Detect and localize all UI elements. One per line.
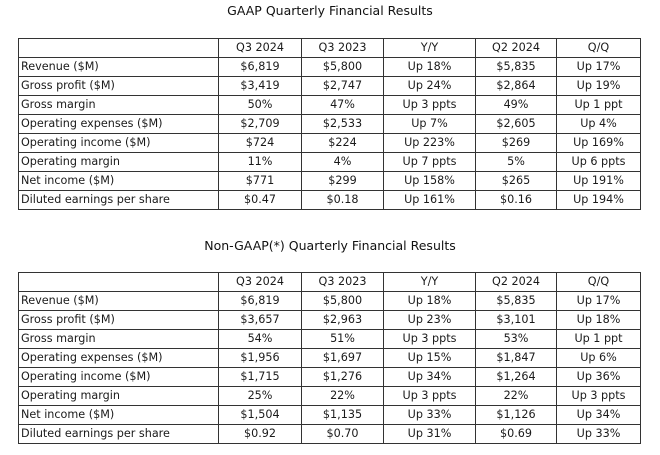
row-label-cell: Operating expenses ($M) bbox=[19, 115, 219, 134]
value-cell: Up 4% bbox=[557, 115, 641, 134]
value-cell: $2,605 bbox=[476, 115, 557, 134]
header-cell: Q/Q bbox=[557, 273, 641, 292]
gaap-table-title: GAAP Quarterly Financial Results bbox=[227, 3, 433, 18]
row-label-cell: Gross profit ($M) bbox=[19, 311, 219, 330]
table-row bbox=[19, 172, 641, 191]
header-row bbox=[19, 273, 641, 292]
value-cell: $1,264 bbox=[476, 368, 557, 387]
table-row bbox=[19, 58, 641, 77]
value-cell: $2,709 bbox=[219, 115, 302, 134]
value-cell: $5,800 bbox=[302, 292, 384, 311]
nongaap-table-header bbox=[19, 273, 641, 292]
value-cell: $2,747 bbox=[302, 77, 384, 96]
header-cell: Q3 2023 bbox=[302, 273, 384, 292]
value-cell: 22% bbox=[476, 387, 557, 406]
value-cell: Up 1 ppt bbox=[557, 96, 641, 115]
value-cell: $0.47 bbox=[219, 191, 302, 210]
value-cell: $1,697 bbox=[302, 349, 384, 368]
row-label-cell: Gross margin bbox=[19, 96, 219, 115]
row-label-cell: Operating margin bbox=[19, 153, 219, 172]
value-cell: $0.70 bbox=[302, 425, 384, 444]
header-cell: Q/Q bbox=[557, 39, 641, 58]
value-cell: $3,657 bbox=[219, 311, 302, 330]
table-row bbox=[19, 368, 641, 387]
value-cell: $5,800 bbox=[302, 58, 384, 77]
table-row bbox=[19, 292, 641, 311]
header-cell: Q3 2023 bbox=[302, 39, 384, 58]
value-cell: $265 bbox=[476, 172, 557, 191]
row-label-cell: Gross margin bbox=[19, 330, 219, 349]
value-cell: Up 3 ppts bbox=[384, 96, 476, 115]
table-row bbox=[19, 134, 641, 153]
value-cell: Up 17% bbox=[557, 58, 641, 77]
value-cell: $1,715 bbox=[219, 368, 302, 387]
value-cell: $1,276 bbox=[302, 368, 384, 387]
value-cell: 50% bbox=[219, 96, 302, 115]
table-row bbox=[19, 387, 641, 406]
table-row bbox=[19, 115, 641, 134]
nongaap-table-body bbox=[19, 292, 641, 444]
header-cell: Q3 2024 bbox=[219, 39, 302, 58]
header-cell: Q3 2024 bbox=[219, 273, 302, 292]
value-cell: Up 194% bbox=[557, 191, 641, 210]
value-cell: Up 158% bbox=[384, 172, 476, 191]
value-cell: Up 6 ppts bbox=[557, 153, 641, 172]
table-row bbox=[19, 153, 641, 172]
gaap-table-body bbox=[19, 58, 641, 210]
row-label-cell: Diluted earnings per share bbox=[19, 191, 219, 210]
value-cell: $1,135 bbox=[302, 406, 384, 425]
value-cell: Up 24% bbox=[384, 77, 476, 96]
row-label-cell: Operating income ($M) bbox=[19, 368, 219, 387]
value-cell: Up 18% bbox=[384, 292, 476, 311]
value-cell: 25% bbox=[219, 387, 302, 406]
value-cell: Up 34% bbox=[557, 406, 641, 425]
nongaap-table-title: Non-GAAP(*) Quarterly Financial Results bbox=[204, 238, 456, 253]
nongaap-results-table bbox=[18, 272, 641, 444]
value-cell: Up 31% bbox=[384, 425, 476, 444]
value-cell: Up 161% bbox=[384, 191, 476, 210]
header-cell: Q2 2024 bbox=[476, 39, 557, 58]
value-cell: 49% bbox=[476, 96, 557, 115]
header-cell: Y/Y bbox=[384, 39, 476, 58]
table-row bbox=[19, 406, 641, 425]
header-cell: Q2 2024 bbox=[476, 273, 557, 292]
header-cell: Y/Y bbox=[384, 273, 476, 292]
value-cell: Up 1 ppt bbox=[557, 330, 641, 349]
value-cell: $1,504 bbox=[219, 406, 302, 425]
row-label-cell: Diluted earnings per share bbox=[19, 425, 219, 444]
value-cell: Up 33% bbox=[557, 425, 641, 444]
value-cell: Up 15% bbox=[384, 349, 476, 368]
value-cell: Up 3 ppts bbox=[384, 387, 476, 406]
value-cell: Up 19% bbox=[557, 77, 641, 96]
value-cell: $2,864 bbox=[476, 77, 557, 96]
value-cell: Up 3 ppts bbox=[557, 387, 641, 406]
row-label-cell: Gross profit ($M) bbox=[19, 77, 219, 96]
header-row bbox=[19, 39, 641, 58]
value-cell: $0.18 bbox=[302, 191, 384, 210]
value-cell: 47% bbox=[302, 96, 384, 115]
row-label-cell: Revenue ($M) bbox=[19, 58, 219, 77]
table-row bbox=[19, 349, 641, 368]
header-cell-label bbox=[19, 273, 219, 292]
value-cell: $5,835 bbox=[476, 292, 557, 311]
value-cell: $269 bbox=[476, 134, 557, 153]
value-cell: Up 7 ppts bbox=[384, 153, 476, 172]
value-cell: $2,533 bbox=[302, 115, 384, 134]
gaap-table-header bbox=[19, 39, 641, 58]
value-cell: Up 191% bbox=[557, 172, 641, 191]
value-cell: $2,963 bbox=[302, 311, 384, 330]
row-label-cell: Net income ($M) bbox=[19, 172, 219, 191]
value-cell: 54% bbox=[219, 330, 302, 349]
value-cell: Up 17% bbox=[557, 292, 641, 311]
value-cell: $0.16 bbox=[476, 191, 557, 210]
value-cell: Up 18% bbox=[557, 311, 641, 330]
value-cell: 11% bbox=[219, 153, 302, 172]
value-cell: 22% bbox=[302, 387, 384, 406]
row-label-cell: Net income ($M) bbox=[19, 406, 219, 425]
value-cell: 51% bbox=[302, 330, 384, 349]
value-cell: $5,835 bbox=[476, 58, 557, 77]
value-cell: $771 bbox=[219, 172, 302, 191]
value-cell: 4% bbox=[302, 153, 384, 172]
value-cell: $3,419 bbox=[219, 77, 302, 96]
gaap-results-table bbox=[18, 38, 641, 210]
value-cell: $0.92 bbox=[219, 425, 302, 444]
value-cell: Up 18% bbox=[384, 58, 476, 77]
value-cell: Up 169% bbox=[557, 134, 641, 153]
value-cell: Up 6% bbox=[557, 349, 641, 368]
value-cell: 5% bbox=[476, 153, 557, 172]
value-cell: Up 23% bbox=[384, 311, 476, 330]
row-label-cell: Revenue ($M) bbox=[19, 292, 219, 311]
value-cell: $299 bbox=[302, 172, 384, 191]
value-cell: $0.69 bbox=[476, 425, 557, 444]
value-cell: Up 36% bbox=[557, 368, 641, 387]
table-row bbox=[19, 330, 641, 349]
value-cell: $1,126 bbox=[476, 406, 557, 425]
row-label-cell: Operating margin bbox=[19, 387, 219, 406]
row-label-cell: Operating income ($M) bbox=[19, 134, 219, 153]
header-cell-label bbox=[19, 39, 219, 58]
value-cell: $6,819 bbox=[219, 58, 302, 77]
value-cell: $3,101 bbox=[476, 311, 557, 330]
value-cell: Up 3 ppts bbox=[384, 330, 476, 349]
table-row bbox=[19, 191, 641, 210]
value-cell: $6,819 bbox=[219, 292, 302, 311]
table-row bbox=[19, 96, 641, 115]
value-cell: $1,847 bbox=[476, 349, 557, 368]
value-cell: 53% bbox=[476, 330, 557, 349]
value-cell: Up 7% bbox=[384, 115, 476, 134]
value-cell: Up 223% bbox=[384, 134, 476, 153]
value-cell: Up 34% bbox=[384, 368, 476, 387]
value-cell: $224 bbox=[302, 134, 384, 153]
value-cell: $724 bbox=[219, 134, 302, 153]
value-cell: $1,956 bbox=[219, 349, 302, 368]
row-label-cell: Operating expenses ($M) bbox=[19, 349, 219, 368]
table-row bbox=[19, 425, 641, 444]
table-row bbox=[19, 77, 641, 96]
value-cell: Up 33% bbox=[384, 406, 476, 425]
table-row bbox=[19, 311, 641, 330]
